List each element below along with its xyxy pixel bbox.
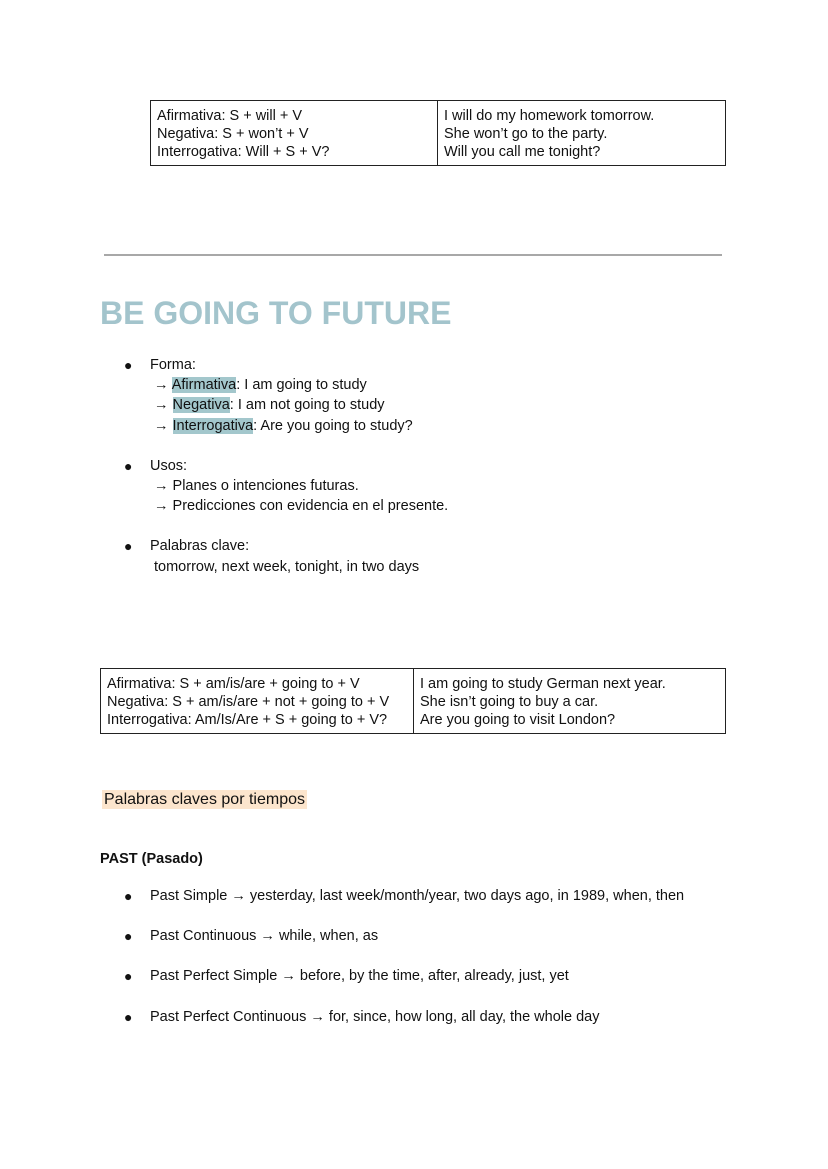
- structure-line: Afirmativa: S + am/is/are + going to + V: [107, 676, 360, 692]
- example-cell: [438, 101, 726, 166]
- list-item-palabras: [124, 536, 448, 576]
- arrow-icon: →: [154, 417, 169, 434]
- forma-item: [150, 395, 448, 415]
- bullet-icon: ●: [124, 357, 133, 373]
- keywords-heading: [102, 791, 307, 809]
- bullet-icon: ●: [124, 888, 133, 904]
- forma-item: [150, 375, 448, 395]
- example-line: Are you going to visit London?: [420, 712, 616, 728]
- highlight-term: Interrogativa: [172, 417, 254, 434]
- forma-example: : I am not going to study: [229, 397, 385, 414]
- list-item: [124, 966, 684, 986]
- going-to-table: [100, 668, 726, 734]
- forma-item: [150, 416, 448, 436]
- palabras-label: Palabras clave:: [150, 538, 250, 555]
- bullet-icon: ●: [124, 1008, 133, 1025]
- forma-example: : I am going to study: [236, 377, 367, 394]
- arrow-icon: →: [154, 397, 169, 414]
- keywords-heading-text: Palabras claves por tiempos: [104, 791, 305, 808]
- bullet-icon: ●: [124, 538, 133, 555]
- structure-line: Negativa: S + am/is/are + not + going to + V: [107, 694, 390, 710]
- list-item-usos: [124, 456, 448, 517]
- highlight-term: Afirmativa: [171, 377, 237, 394]
- keyword-text: Past Simple → yesterday, last week/month/year, two days ago, in 1989, when, then: [150, 888, 685, 904]
- list-item: [124, 886, 684, 906]
- usos-label: Usos:: [150, 457, 188, 474]
- bullet-icon: ●: [124, 928, 133, 945]
- section-title: BE GOING TO FUTURE: [100, 295, 452, 331]
- structure-line: Interrogativa: Will + S + V?: [157, 144, 330, 160]
- list-item-forma: [124, 355, 448, 436]
- usos-item: → Planes o intenciones futuras.: [154, 478, 359, 495]
- bullet-icon: ●: [124, 968, 133, 985]
- structure-line: Negativa: S + won’t + V: [157, 126, 309, 142]
- example-line: She isn’t going to buy a car.: [420, 694, 599, 710]
- list-item: [124, 1007, 684, 1027]
- example-cell: [414, 669, 726, 734]
- horizontal-divider: [104, 254, 722, 256]
- structure-cell: [101, 669, 414, 734]
- list-item: [124, 926, 684, 946]
- going-to-list: [124, 355, 448, 577]
- structure-line: Interrogativa: Am/Is/Are + S + going to + V?: [107, 712, 388, 728]
- past-keywords-list: [124, 886, 684, 1027]
- example-line: I am going to study German next year.: [420, 676, 666, 692]
- structure-line: Afirmativa: S + will + V: [157, 108, 303, 124]
- example-line: I will do my homework tomorrow.: [444, 108, 655, 124]
- keyword-text: Past Perfect Continuous → for, since, how long, all day, the whole day: [150, 1008, 600, 1025]
- arrow-icon: →: [154, 377, 169, 394]
- keyword-text: Past Perfect Simple → before, by the time, after, already, just, yet: [150, 968, 569, 985]
- structure-cell: [151, 101, 438, 166]
- forma-example: : Are you going to study?: [253, 417, 413, 434]
- example-line: She won’t go to the party.: [444, 126, 608, 142]
- highlight-term: Negativa: [172, 397, 230, 414]
- palabras-text: tomorrow, next week, tonight, in two days: [154, 558, 420, 575]
- usos-item: → Predicciones con evidencia en el presente.: [154, 498, 449, 515]
- will-future-table: [150, 100, 726, 166]
- keyword-text: Past Continuous → while, when, as: [150, 928, 379, 945]
- bullet-icon: ●: [124, 457, 133, 474]
- table-row: [101, 669, 726, 734]
- past-heading: PAST (Pasado): [100, 851, 203, 867]
- example-line: Will you call me tonight?: [444, 144, 601, 160]
- forma-label: Forma:: [150, 357, 196, 373]
- table-row: [151, 101, 726, 166]
